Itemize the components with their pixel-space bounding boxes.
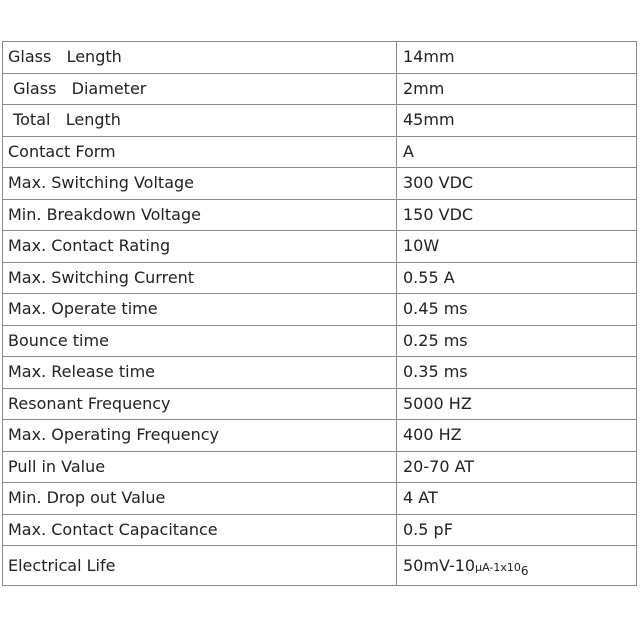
row-value: 10W [397, 231, 637, 263]
table-row [3, 357, 637, 389]
specifications-table [2, 41, 637, 586]
row-value: 5000 HZ [397, 388, 637, 420]
table-row [3, 105, 637, 137]
row-value: 14mm [397, 42, 637, 74]
table-row [3, 451, 637, 483]
table-row [3, 136, 637, 168]
row-label: Resonant Frequency [3, 388, 397, 420]
specifications-table-body [3, 42, 637, 586]
row-value: 2mm [397, 73, 637, 105]
row-value: 150 VDC [397, 199, 637, 231]
electrical-life-value-unit: μA-1x10 [475, 560, 521, 574]
row-value: 300 VDC [397, 168, 637, 200]
table-row-electrical-life [3, 546, 637, 586]
row-label: Glass Length [3, 42, 397, 74]
row-label: Max. Switching Voltage [3, 168, 397, 200]
row-value: 0.5 pF [397, 514, 637, 546]
row-label: Max. Contact Rating [3, 231, 397, 263]
row-label: Max. Contact Capacitance [3, 514, 397, 546]
row-label: Pull in Value [3, 451, 397, 483]
table-row [3, 483, 637, 515]
row-label: Glass Diameter [3, 73, 397, 105]
row-label: Contact Form [3, 136, 397, 168]
table-row [3, 42, 637, 74]
table-row [3, 420, 637, 452]
table-row [3, 325, 637, 357]
row-label: Max. Release time [3, 357, 397, 389]
row-value: 4 AT [397, 483, 637, 515]
electrical-life-value-main: 50mV-10 [403, 555, 476, 575]
table-row [3, 231, 637, 263]
row-value: A [397, 136, 637, 168]
row-value: 0.35 ms [397, 357, 637, 389]
row-value: 20-70 AT [397, 451, 637, 483]
table-row [3, 388, 637, 420]
row-value-electrical-life [397, 546, 637, 586]
row-value: 0.55 A [397, 262, 637, 294]
row-label: Min. Breakdown Voltage [3, 199, 397, 231]
row-label-electrical-life: Electrical Life [3, 546, 397, 586]
row-label: Total Length [3, 105, 397, 137]
table-row [3, 294, 637, 326]
row-value: 400 HZ [397, 420, 637, 452]
table-row [3, 262, 637, 294]
table-row [3, 199, 637, 231]
row-label: Max. Operating Frequency [3, 420, 397, 452]
row-label: Bounce time [3, 325, 397, 357]
electrical-life-value-exponent: 6 [520, 563, 529, 578]
row-value: 0.45 ms [397, 294, 637, 326]
row-value: 45mm [397, 105, 637, 137]
row-label: Max. Switching Current [3, 262, 397, 294]
row-value: 0.25 ms [397, 325, 637, 357]
table-row [3, 168, 637, 200]
row-label: Min. Drop out Value [3, 483, 397, 515]
row-label: Max. Operate time [3, 294, 397, 326]
table-row [3, 514, 637, 546]
table-row [3, 73, 637, 105]
